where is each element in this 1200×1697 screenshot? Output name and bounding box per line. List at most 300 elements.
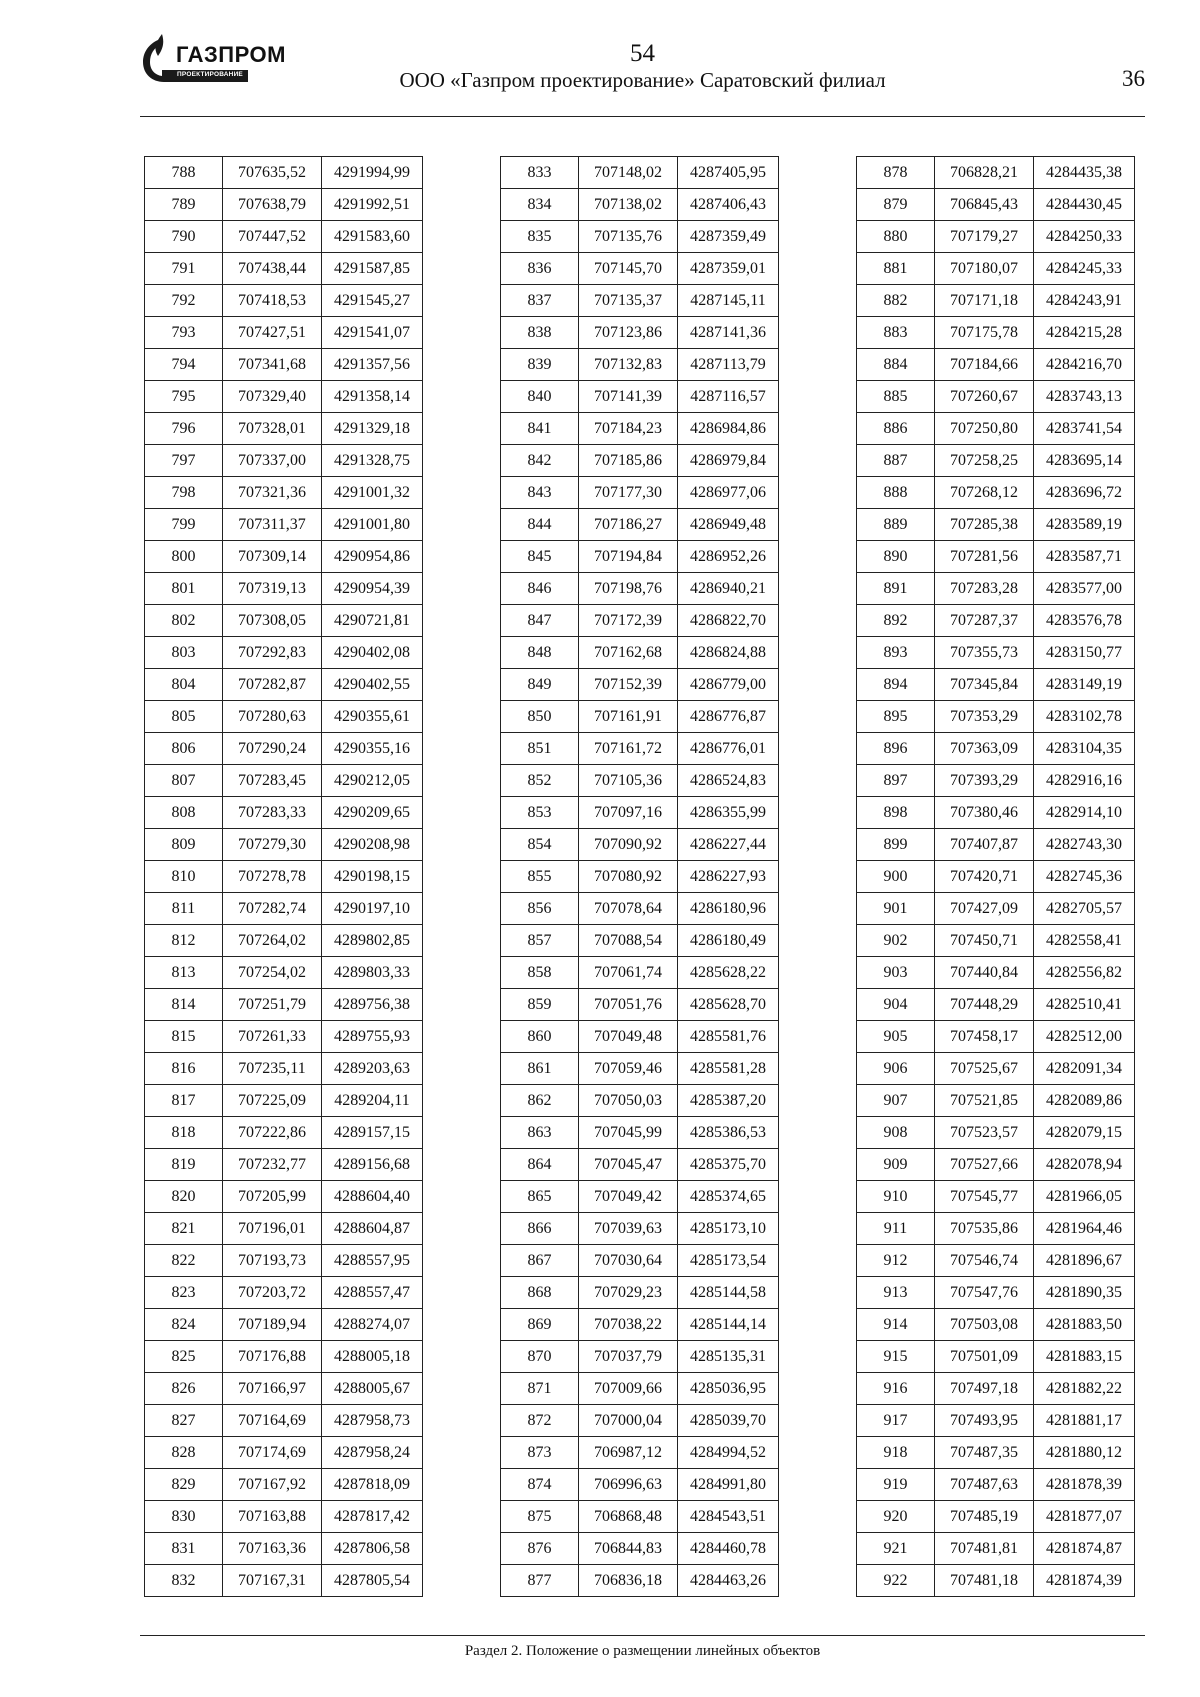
y-coordinate-cell: 4289756,38 <box>322 989 423 1021</box>
table-row <box>145 189 423 221</box>
y-coordinate-cell: 4287958,24 <box>322 1437 423 1469</box>
y-coordinate-cell: 4284435,38 <box>1034 157 1135 189</box>
point-number-cell: 840 <box>501 381 579 413</box>
point-number-cell: 833 <box>501 157 579 189</box>
y-coordinate-cell: 4283589,19 <box>1034 509 1135 541</box>
point-number-cell: 807 <box>145 765 223 797</box>
table-row <box>501 253 779 285</box>
y-coordinate-cell: 4283696,72 <box>1034 477 1135 509</box>
table-row <box>857 701 1135 733</box>
y-coordinate-cell: 4283587,71 <box>1034 541 1135 573</box>
y-coordinate-cell: 4285039,70 <box>678 1405 779 1437</box>
table-row <box>857 1149 1135 1181</box>
point-number-cell: 912 <box>857 1245 935 1277</box>
x-coordinate-cell: 707487,63 <box>935 1469 1034 1501</box>
x-coordinate-cell: 707278,78 <box>223 861 322 893</box>
y-coordinate-cell: 4291992,51 <box>322 189 423 221</box>
point-number-cell: 794 <box>145 349 223 381</box>
point-number-cell: 808 <box>145 797 223 829</box>
y-coordinate-cell: 4287817,42 <box>322 1501 423 1533</box>
x-coordinate-cell: 707037,79 <box>579 1341 678 1373</box>
point-number-cell: 911 <box>857 1213 935 1245</box>
x-coordinate-cell: 707175,78 <box>935 317 1034 349</box>
y-coordinate-cell: 4288557,95 <box>322 1245 423 1277</box>
x-coordinate-cell: 707225,09 <box>223 1085 322 1117</box>
x-coordinate-cell: 707198,76 <box>579 573 678 605</box>
y-coordinate-cell: 4281880,12 <box>1034 1437 1135 1469</box>
table-row <box>501 1245 779 1277</box>
x-coordinate-cell: 707329,40 <box>223 381 322 413</box>
y-coordinate-cell: 4288557,47 <box>322 1277 423 1309</box>
point-number-cell: 829 <box>145 1469 223 1501</box>
y-coordinate-cell: 4287805,54 <box>322 1565 423 1597</box>
y-coordinate-cell: 4281896,67 <box>1034 1245 1135 1277</box>
x-coordinate-cell: 706836,18 <box>579 1565 678 1597</box>
y-coordinate-cell: 4284243,91 <box>1034 285 1135 317</box>
y-coordinate-cell: 4282745,36 <box>1034 861 1135 893</box>
table-row <box>145 1373 423 1405</box>
x-coordinate-cell: 707353,29 <box>935 701 1034 733</box>
point-number-cell: 836 <box>501 253 579 285</box>
point-number-cell: 906 <box>857 1053 935 1085</box>
x-coordinate-cell: 707000,04 <box>579 1405 678 1437</box>
point-number-cell: 882 <box>857 285 935 317</box>
table-row <box>857 605 1135 637</box>
x-coordinate-cell: 707088,54 <box>579 925 678 957</box>
point-number-cell: 875 <box>501 1501 579 1533</box>
point-number-cell: 852 <box>501 765 579 797</box>
x-coordinate-cell: 707167,92 <box>223 1469 322 1501</box>
table-row <box>145 221 423 253</box>
point-number-cell: 820 <box>145 1181 223 1213</box>
x-coordinate-cell: 707485,19 <box>935 1501 1034 1533</box>
point-number-cell: 805 <box>145 701 223 733</box>
y-coordinate-cell: 4283743,13 <box>1034 381 1135 413</box>
x-coordinate-cell: 707458,17 <box>935 1021 1034 1053</box>
y-coordinate-cell: 4291994,99 <box>322 157 423 189</box>
x-coordinate-cell: 707328,01 <box>223 413 322 445</box>
x-coordinate-cell: 707261,33 <box>223 1021 322 1053</box>
x-coordinate-cell: 707166,97 <box>223 1373 322 1405</box>
table-row <box>501 445 779 477</box>
x-coordinate-cell: 707345,84 <box>935 669 1034 701</box>
y-coordinate-cell: 4290209,65 <box>322 797 423 829</box>
x-coordinate-cell: 707090,92 <box>579 829 678 861</box>
point-number-cell: 903 <box>857 957 935 989</box>
table-row <box>501 1501 779 1533</box>
x-coordinate-cell: 707250,80 <box>935 413 1034 445</box>
point-number-cell: 810 <box>145 861 223 893</box>
x-coordinate-cell: 706868,48 <box>579 1501 678 1533</box>
point-number-cell: 859 <box>501 989 579 1021</box>
x-coordinate-cell: 707177,30 <box>579 477 678 509</box>
table-row <box>857 1085 1135 1117</box>
table-row <box>501 1053 779 1085</box>
y-coordinate-cell: 4285581,28 <box>678 1053 779 1085</box>
x-coordinate-cell: 707145,70 <box>579 253 678 285</box>
point-number-cell: 804 <box>145 669 223 701</box>
point-number-cell: 918 <box>857 1437 935 1469</box>
table-row <box>501 317 779 349</box>
table-row <box>145 1501 423 1533</box>
x-coordinate-cell: 707287,37 <box>935 605 1034 637</box>
point-number-cell: 792 <box>145 285 223 317</box>
table-row <box>145 1213 423 1245</box>
table-row <box>501 285 779 317</box>
x-coordinate-cell: 707009,66 <box>579 1373 678 1405</box>
table-row <box>501 925 779 957</box>
point-number-cell: 920 <box>857 1501 935 1533</box>
y-coordinate-cell: 4284250,33 <box>1034 221 1135 253</box>
y-coordinate-cell: 4283104,35 <box>1034 733 1135 765</box>
x-coordinate-cell: 707440,84 <box>935 957 1034 989</box>
y-coordinate-cell: 4282914,10 <box>1034 797 1135 829</box>
table-row <box>501 477 779 509</box>
y-coordinate-cell: 4291541,07 <box>322 317 423 349</box>
point-number-cell: 908 <box>857 1117 935 1149</box>
table-row <box>145 1245 423 1277</box>
point-number-cell: 848 <box>501 637 579 669</box>
y-coordinate-cell: 4285144,14 <box>678 1309 779 1341</box>
x-coordinate-cell: 707282,87 <box>223 669 322 701</box>
x-coordinate-cell: 707179,27 <box>935 221 1034 253</box>
table-row <box>857 541 1135 573</box>
point-number-cell: 910 <box>857 1181 935 1213</box>
y-coordinate-cell: 4283150,77 <box>1034 637 1135 669</box>
x-coordinate-cell: 707450,71 <box>935 925 1034 957</box>
y-coordinate-cell: 4283576,78 <box>1034 605 1135 637</box>
point-number-cell: 857 <box>501 925 579 957</box>
y-coordinate-cell: 4287958,73 <box>322 1405 423 1437</box>
table-row <box>857 285 1135 317</box>
x-coordinate-cell: 707527,66 <box>935 1149 1034 1181</box>
point-number-cell: 813 <box>145 957 223 989</box>
table-row <box>501 989 779 1021</box>
y-coordinate-cell: 4289803,33 <box>322 957 423 989</box>
point-number-cell: 823 <box>145 1277 223 1309</box>
x-coordinate-cell: 707222,86 <box>223 1117 322 1149</box>
y-coordinate-cell: 4285387,20 <box>678 1085 779 1117</box>
table-row <box>857 797 1135 829</box>
point-number-cell: 891 <box>857 573 935 605</box>
point-number-cell: 831 <box>145 1533 223 1565</box>
table-row <box>857 157 1135 189</box>
y-coordinate-cell: 4289802,85 <box>322 925 423 957</box>
y-coordinate-cell: 4287113,79 <box>678 349 779 381</box>
table-row <box>501 1213 779 1245</box>
point-number-cell: 864 <box>501 1149 579 1181</box>
table-row <box>501 829 779 861</box>
y-coordinate-cell: 4290355,16 <box>322 733 423 765</box>
point-number-cell: 873 <box>501 1437 579 1469</box>
y-coordinate-cell: 4281966,05 <box>1034 1181 1135 1213</box>
x-coordinate-cell: 707123,86 <box>579 317 678 349</box>
table-row <box>857 1245 1135 1277</box>
table-row <box>501 1149 779 1181</box>
x-coordinate-cell: 706845,43 <box>935 189 1034 221</box>
x-coordinate-cell: 707311,37 <box>223 509 322 541</box>
y-coordinate-cell: 4286949,48 <box>678 509 779 541</box>
table-row <box>857 221 1135 253</box>
x-coordinate-cell: 707194,84 <box>579 541 678 573</box>
y-coordinate-cell: 4284463,26 <box>678 1565 779 1597</box>
table-row <box>857 1501 1135 1533</box>
table-row <box>501 1405 779 1437</box>
x-coordinate-cell: 707205,99 <box>223 1181 322 1213</box>
point-number-cell: 832 <box>145 1565 223 1597</box>
point-number-cell: 879 <box>857 189 935 221</box>
point-number-cell: 894 <box>857 669 935 701</box>
y-coordinate-cell: 4284994,52 <box>678 1437 779 1469</box>
point-number-cell: 822 <box>145 1245 223 1277</box>
point-number-cell: 900 <box>857 861 935 893</box>
y-coordinate-cell: 4281877,07 <box>1034 1501 1135 1533</box>
y-coordinate-cell: 4284245,33 <box>1034 253 1135 285</box>
table-row <box>145 1405 423 1437</box>
table-row <box>857 1405 1135 1437</box>
x-coordinate-cell: 707203,72 <box>223 1277 322 1309</box>
table-row <box>501 605 779 637</box>
table-row <box>501 189 779 221</box>
x-coordinate-cell: 707078,64 <box>579 893 678 925</box>
table-row <box>145 797 423 829</box>
x-coordinate-cell: 707638,79 <box>223 189 322 221</box>
x-coordinate-cell: 707380,46 <box>935 797 1034 829</box>
x-coordinate-cell: 707045,99 <box>579 1117 678 1149</box>
point-number-cell: 867 <box>501 1245 579 1277</box>
table-row <box>857 1565 1135 1597</box>
y-coordinate-cell: 4285144,58 <box>678 1277 779 1309</box>
point-number-cell: 890 <box>857 541 935 573</box>
y-coordinate-cell: 4282512,00 <box>1034 1021 1135 1053</box>
point-number-cell: 865 <box>501 1181 579 1213</box>
table-row <box>145 1437 423 1469</box>
point-number-cell: 798 <box>145 477 223 509</box>
table-row <box>857 1021 1135 1053</box>
point-number-cell: 806 <box>145 733 223 765</box>
y-coordinate-cell: 4290197,10 <box>322 893 423 925</box>
table-row <box>145 349 423 381</box>
point-number-cell: 855 <box>501 861 579 893</box>
y-coordinate-cell: 4286227,44 <box>678 829 779 861</box>
x-coordinate-cell: 707162,68 <box>579 637 678 669</box>
table-row <box>145 1341 423 1373</box>
point-number-cell: 922 <box>857 1565 935 1597</box>
point-number-cell: 841 <box>501 413 579 445</box>
table-row <box>857 829 1135 861</box>
y-coordinate-cell: 4289156,68 <box>322 1149 423 1181</box>
y-coordinate-cell: 4284543,51 <box>678 1501 779 1533</box>
y-coordinate-cell: 4291583,60 <box>322 221 423 253</box>
x-coordinate-cell: 707407,87 <box>935 829 1034 861</box>
y-coordinate-cell: 4286979,84 <box>678 445 779 477</box>
table-row <box>145 509 423 541</box>
point-number-cell: 863 <box>501 1117 579 1149</box>
y-coordinate-cell: 4291357,56 <box>322 349 423 381</box>
x-coordinate-cell: 707448,29 <box>935 989 1034 1021</box>
y-coordinate-cell: 4282510,41 <box>1034 989 1135 1021</box>
table-row <box>501 1117 779 1149</box>
x-coordinate-cell: 707196,01 <box>223 1213 322 1245</box>
table-row <box>145 989 423 1021</box>
x-coordinate-cell: 707235,11 <box>223 1053 322 1085</box>
y-coordinate-cell: 4288604,87 <box>322 1213 423 1245</box>
x-coordinate-cell: 707535,86 <box>935 1213 1034 1245</box>
point-number-cell: 880 <box>857 221 935 253</box>
y-coordinate-cell: 4288005,67 <box>322 1373 423 1405</box>
x-coordinate-cell: 707308,05 <box>223 605 322 637</box>
y-coordinate-cell: 4286180,49 <box>678 925 779 957</box>
x-coordinate-cell: 707185,86 <box>579 445 678 477</box>
table-row <box>501 157 779 189</box>
y-coordinate-cell: 4290198,15 <box>322 861 423 893</box>
x-coordinate-cell: 707283,33 <box>223 797 322 829</box>
table-row <box>501 1181 779 1213</box>
x-coordinate-cell: 707184,66 <box>935 349 1034 381</box>
point-number-cell: 845 <box>501 541 579 573</box>
x-coordinate-cell: 707045,47 <box>579 1149 678 1181</box>
table-row <box>501 381 779 413</box>
table-row <box>857 1277 1135 1309</box>
table-row <box>501 413 779 445</box>
x-coordinate-cell: 707503,08 <box>935 1309 1034 1341</box>
table-row <box>857 381 1135 413</box>
page-footer: Раздел 2. Положение о размещении линейных объектов <box>464 1643 821 1659</box>
x-coordinate-cell: 707167,31 <box>223 1565 322 1597</box>
table-row <box>501 1085 779 1117</box>
table-row <box>145 1277 423 1309</box>
point-number-cell: 896 <box>857 733 935 765</box>
table-row <box>145 829 423 861</box>
x-coordinate-cell: 707420,71 <box>935 861 1034 893</box>
table-row <box>145 637 423 669</box>
point-number-cell: 888 <box>857 477 935 509</box>
point-number-cell: 826 <box>145 1373 223 1405</box>
table-row <box>857 573 1135 605</box>
y-coordinate-cell: 4287818,09 <box>322 1469 423 1501</box>
point-number-cell: 921 <box>857 1533 935 1565</box>
point-number-cell: 846 <box>501 573 579 605</box>
table-row <box>501 1021 779 1053</box>
point-number-cell: 860 <box>501 1021 579 1053</box>
point-number-cell: 885 <box>857 381 935 413</box>
y-coordinate-cell: 4287359,01 <box>678 253 779 285</box>
point-number-cell: 827 <box>145 1405 223 1437</box>
table-row <box>857 637 1135 669</box>
table-row <box>857 189 1135 221</box>
point-number-cell: 834 <box>501 189 579 221</box>
x-coordinate-cell: 707337,00 <box>223 445 322 477</box>
point-number-cell: 872 <box>501 1405 579 1437</box>
y-coordinate-cell: 4284430,45 <box>1034 189 1135 221</box>
point-number-cell: 919 <box>857 1469 935 1501</box>
point-number-cell: 797 <box>145 445 223 477</box>
y-coordinate-cell: 4281881,17 <box>1034 1405 1135 1437</box>
x-coordinate-cell: 707186,27 <box>579 509 678 541</box>
table-row <box>145 1533 423 1565</box>
point-number-cell: 835 <box>501 221 579 253</box>
x-coordinate-cell: 707280,63 <box>223 701 322 733</box>
y-coordinate-cell: 4286180,96 <box>678 893 779 925</box>
point-number-cell: 819 <box>145 1149 223 1181</box>
x-coordinate-cell: 707029,23 <box>579 1277 678 1309</box>
point-number-cell: 915 <box>857 1341 935 1373</box>
y-coordinate-cell: 4281882,22 <box>1034 1373 1135 1405</box>
x-coordinate-cell: 707545,77 <box>935 1181 1034 1213</box>
footer-divider <box>140 1635 1145 1636</box>
table-row <box>857 477 1135 509</box>
point-number-cell: 817 <box>145 1085 223 1117</box>
x-coordinate-cell: 707258,25 <box>935 445 1034 477</box>
point-number-cell: 913 <box>857 1277 935 1309</box>
y-coordinate-cell: 4286776,87 <box>678 701 779 733</box>
y-coordinate-cell: 4286822,70 <box>678 605 779 637</box>
table-row <box>501 1469 779 1501</box>
y-coordinate-cell: 4288274,07 <box>322 1309 423 1341</box>
y-coordinate-cell: 4281878,39 <box>1034 1469 1135 1501</box>
x-coordinate-cell: 707148,02 <box>579 157 678 189</box>
x-coordinate-cell: 707038,22 <box>579 1309 678 1341</box>
point-number-cell: 869 <box>501 1309 579 1341</box>
x-coordinate-cell: 707161,91 <box>579 701 678 733</box>
table-row <box>857 957 1135 989</box>
point-number-cell: 854 <box>501 829 579 861</box>
x-coordinate-cell: 707264,02 <box>223 925 322 957</box>
y-coordinate-cell: 4282743,30 <box>1034 829 1135 861</box>
table-row <box>145 413 423 445</box>
point-number-cell: 828 <box>145 1437 223 1469</box>
table-row <box>501 957 779 989</box>
table-row <box>145 1469 423 1501</box>
point-number-cell: 809 <box>145 829 223 861</box>
y-coordinate-cell: 4291587,85 <box>322 253 423 285</box>
point-number-cell: 887 <box>857 445 935 477</box>
point-number-cell: 825 <box>145 1341 223 1373</box>
x-coordinate-cell: 707290,24 <box>223 733 322 765</box>
y-coordinate-cell: 4288005,18 <box>322 1341 423 1373</box>
y-coordinate-cell: 4290954,86 <box>322 541 423 573</box>
y-coordinate-cell: 4286977,06 <box>678 477 779 509</box>
y-coordinate-cell: 4287405,95 <box>678 157 779 189</box>
x-coordinate-cell: 707030,64 <box>579 1245 678 1277</box>
y-coordinate-cell: 4281883,15 <box>1034 1341 1135 1373</box>
point-number-cell: 847 <box>501 605 579 637</box>
x-coordinate-cell: 707161,72 <box>579 733 678 765</box>
table-row <box>145 701 423 733</box>
point-number-cell: 812 <box>145 925 223 957</box>
point-number-cell: 902 <box>857 925 935 957</box>
y-coordinate-cell: 4287359,49 <box>678 221 779 253</box>
x-coordinate-cell: 707135,37 <box>579 285 678 317</box>
y-coordinate-cell: 4287806,58 <box>322 1533 423 1565</box>
table-row <box>145 1181 423 1213</box>
y-coordinate-cell: 4285173,54 <box>678 1245 779 1277</box>
y-coordinate-cell: 4291329,18 <box>322 413 423 445</box>
y-coordinate-cell: 4282089,86 <box>1034 1085 1135 1117</box>
point-number-cell: 824 <box>145 1309 223 1341</box>
y-coordinate-cell: 4286355,99 <box>678 797 779 829</box>
point-number-cell: 837 <box>501 285 579 317</box>
table-row <box>857 1533 1135 1565</box>
x-coordinate-cell: 707254,02 <box>223 957 322 989</box>
table-row <box>501 797 779 829</box>
organization-name: ООО «Газпром проектирование» Саратовский филиал <box>399 68 886 92</box>
x-coordinate-cell: 707283,28 <box>935 573 1034 605</box>
y-coordinate-cell: 4286984,86 <box>678 413 779 445</box>
x-coordinate-cell: 707447,52 <box>223 221 322 253</box>
point-number-cell: 907 <box>857 1085 935 1117</box>
point-number-cell: 843 <box>501 477 579 509</box>
